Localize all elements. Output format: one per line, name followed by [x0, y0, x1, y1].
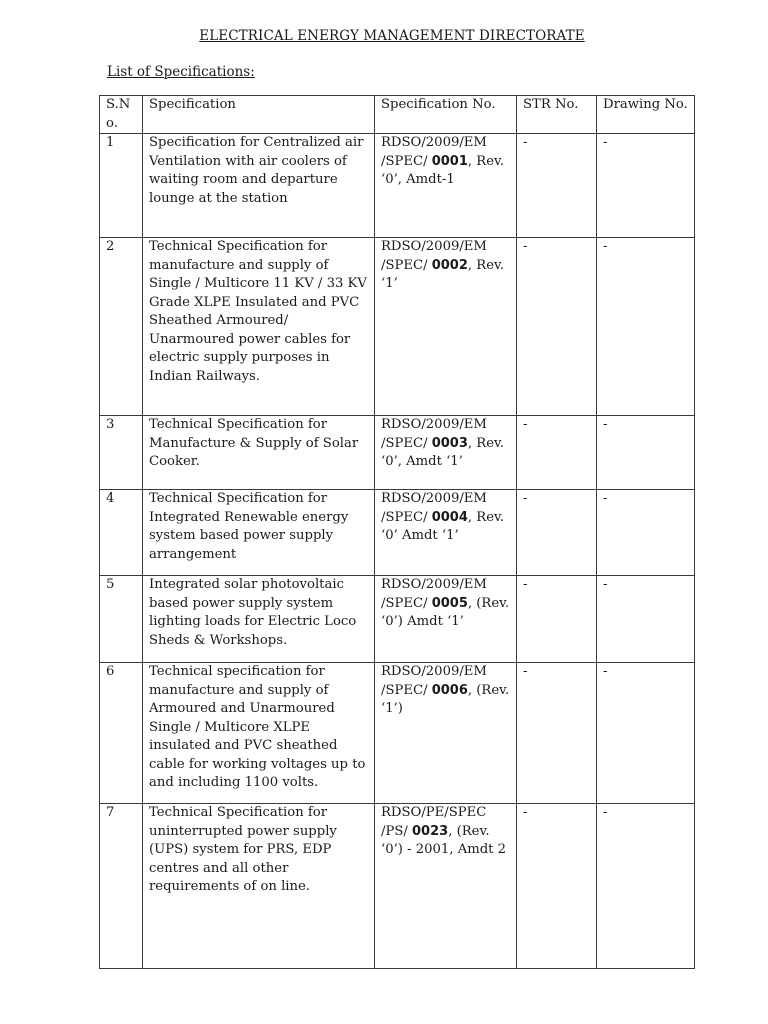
cell-drawing-no: -	[597, 416, 695, 490]
spec-no-number: 0001	[431, 153, 468, 169]
table-row	[100, 134, 695, 238]
cell-sno: 2	[100, 238, 143, 416]
spec-no-prefix: RDSO/2009/EM /SPEC/	[381, 239, 487, 273]
table-row	[100, 238, 695, 416]
cell-str-no: -	[517, 576, 597, 663]
table-row	[100, 804, 695, 969]
cell-specification-no	[375, 134, 517, 238]
cell-drawing-no: -	[597, 134, 695, 238]
cell-str-no: -	[517, 663, 597, 804]
cell-sno: 7	[100, 804, 143, 969]
spec-no-suffix: , Rev. ‘0’, Amdt ‘1’	[381, 435, 505, 469]
cell-drawing-no: -	[597, 663, 695, 804]
header-sno: S.No.	[100, 96, 143, 134]
spec-no-suffix: , Rev. ‘0’, Amdt-1	[381, 153, 505, 187]
spec-no-number: 0003	[431, 435, 468, 451]
spec-no-prefix: RDSO/2009/EM /SPEC/	[381, 577, 487, 611]
spec-no-prefix: RDSO/2009/EM /SPEC/	[381, 417, 487, 451]
spec-no-suffix: , Rev. ‘0’ Amdt ‘1’	[381, 509, 505, 543]
spec-no-suffix: , Rev. ‘1’	[381, 257, 505, 291]
spec-no-prefix: RDSO/2009/EM /SPEC/	[381, 664, 487, 698]
cell-str-no: -	[517, 490, 597, 576]
spec-no-number: 0004	[431, 509, 468, 525]
cell-specification-no	[375, 238, 517, 416]
cell-str-no: -	[517, 238, 597, 416]
cell-specification-no	[375, 416, 517, 490]
cell-sno: 3	[100, 416, 143, 490]
cell-specification: Technical Specification for uninterrupted power supply (UPS) system for PRS, EDP centres and all other requirements of on line.	[143, 804, 375, 969]
table-header-row	[100, 96, 695, 134]
cell-specification: Technical specification for manufacture and supply of Armoured and Unarmoured Single / Multicore XLPE insulated and PVC sheathed cable for working voltages up to and including 1100 volts.	[143, 663, 375, 804]
cell-str-no: -	[517, 134, 597, 238]
cell-str-no: -	[517, 416, 597, 490]
cell-specification-no	[375, 804, 517, 969]
cell-drawing-no: -	[597, 576, 695, 663]
spec-no-number: 0002	[431, 257, 468, 273]
specifications-table	[99, 95, 695, 969]
document-subtitle: List of Specifications:	[107, 64, 255, 80]
cell-specification-no	[375, 663, 517, 804]
table-row	[100, 576, 695, 663]
spec-no-prefix: RDSO/PE/SPEC /PS/	[381, 805, 487, 839]
header-drawing-no: Drawing No.	[597, 96, 695, 134]
header-str-no: STR No.	[517, 96, 597, 134]
cell-sno: 1	[100, 134, 143, 238]
spec-no-suffix: , (Rev. ‘0’) - 2001, Amdt 2	[381, 823, 507, 857]
cell-specification: Integrated solar photovoltaic based power supply system lighting loads for Electric Loco Sheds & Workshops.	[143, 576, 375, 663]
header-specification: Specification	[143, 96, 375, 134]
cell-sno: 6	[100, 663, 143, 804]
cell-str-no: -	[517, 804, 597, 969]
cell-specification: Specification for Centralized air Ventilation with air coolers of waiting room and departure lounge at the station	[143, 134, 375, 238]
spec-no-number: 0006	[431, 682, 468, 698]
cell-specification: Technical Specification for manufacture and supply of Single / Multicore 11 KV / 33 KV Grade XLPE Insulated and PVC Sheathed Armoured/ Unarmoured power cables for electric supply purposes in Indian Railways.	[143, 238, 375, 416]
cell-specification: Technical Specification for Integrated Renewable energy system based power supply arrangement	[143, 490, 375, 576]
cell-drawing-no: -	[597, 238, 695, 416]
spec-no-suffix: , (Rev. ‘0’) Amdt ‘1’	[381, 595, 510, 629]
table-row	[100, 416, 695, 490]
spec-no-suffix: , (Rev. ‘1’)	[381, 682, 510, 716]
table-row	[100, 490, 695, 576]
cell-sno: 4	[100, 490, 143, 576]
document-title: ELECTRICAL ENERGY MANAGEMENT DIRECTORATE	[199, 28, 585, 44]
cell-specification-no	[375, 576, 517, 663]
spec-no-number: 0023	[412, 823, 449, 839]
cell-sno: 5	[100, 576, 143, 663]
cell-drawing-no: -	[597, 490, 695, 576]
table-row	[100, 663, 695, 804]
spec-no-prefix: RDSO/2009/EM /SPEC/	[381, 135, 487, 169]
cell-drawing-no: -	[597, 804, 695, 969]
cell-specification-no	[375, 490, 517, 576]
spec-no-prefix: RDSO/2009/EM /SPEC/	[381, 491, 487, 525]
cell-specification: Technical Specification for Manufacture & Supply of Solar Cooker.	[143, 416, 375, 490]
header-specification-no: Specification No.	[375, 96, 517, 134]
spec-no-number: 0005	[431, 595, 468, 611]
